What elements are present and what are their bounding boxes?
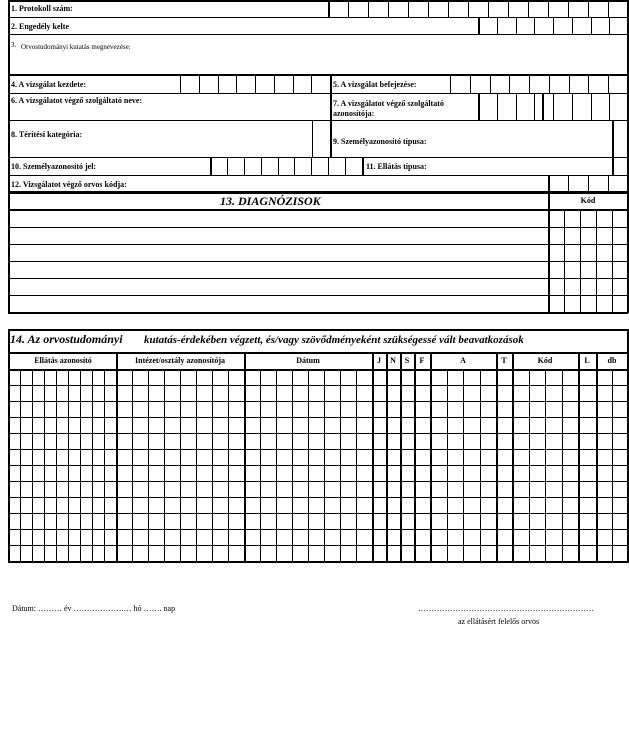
form-rule <box>488 0 489 17</box>
form-rule <box>572 17 573 34</box>
form-rule <box>588 76 589 93</box>
form-rule <box>591 93 592 120</box>
form-rule <box>608 0 609 17</box>
field-care-type-label: 11. Ellátás típusa: <box>366 162 427 171</box>
form-rule <box>330 74 332 93</box>
col-s: S <box>404 356 410 365</box>
form-rule <box>8 295 628 296</box>
procedures-title-number: 14. Az orvostudományi <box>10 332 123 346</box>
form-rule <box>548 0 549 17</box>
form-rule <box>368 0 369 17</box>
form-rule <box>516 17 517 34</box>
form-rule <box>8 449 628 450</box>
form-rule <box>609 17 610 34</box>
form-rule <box>408 0 409 17</box>
form-rule <box>612 120 614 157</box>
form-rule <box>227 157 228 175</box>
form-rule <box>8 401 628 402</box>
col-f: F <box>419 356 425 365</box>
col-j: J <box>377 356 381 365</box>
form-rule <box>430 352 432 562</box>
form-rule <box>549 76 550 93</box>
form-rule <box>116 352 118 562</box>
diagnoses-title: 13. DIAGNÓZISOK <box>220 194 321 208</box>
form-rule <box>596 209 597 312</box>
form-rule <box>294 157 295 175</box>
form-rule <box>612 209 613 312</box>
form-rule <box>578 352 580 562</box>
form-rule <box>8 497 628 498</box>
form-rule <box>274 76 275 93</box>
form-rule <box>8 513 628 514</box>
form-rule <box>564 209 565 312</box>
form-rule <box>414 352 416 562</box>
form-rule <box>596 352 598 562</box>
form-rule <box>470 76 471 93</box>
form-rule <box>278 157 279 175</box>
col-date: Dátum <box>296 356 320 365</box>
form-rule <box>311 157 312 175</box>
form-rule <box>8 369 628 371</box>
form-rule <box>328 0 330 17</box>
form-rule <box>330 93 332 120</box>
form-rule <box>8 175 628 176</box>
form-rule <box>312 120 313 157</box>
form-rule <box>218 76 219 93</box>
form-rule <box>8 0 628 2</box>
form-rule <box>199 76 200 93</box>
form-rule <box>588 175 589 191</box>
form-rule <box>450 76 451 93</box>
form-rule <box>244 157 245 175</box>
form-rule <box>8 312 628 314</box>
form-rule <box>609 93 610 120</box>
form-rule <box>490 76 491 93</box>
procedures-title-text: kutatás-érdekében végzett, és/vagy szövődményeként szükségessé vált beavatkozások <box>144 334 524 346</box>
form-rule <box>8 278 628 279</box>
form-rule <box>508 0 509 17</box>
form-rule <box>534 17 535 34</box>
form-rule <box>362 157 364 175</box>
form-rule <box>8 261 628 262</box>
field-physician-code-label: 12. Vizsgálatot végző orvos kódja: <box>11 180 127 189</box>
form-rule <box>568 175 569 191</box>
form-rule <box>608 175 609 191</box>
footer-date-line: Dátum: ……… év ……………….… hó ……. nap <box>12 604 176 613</box>
form-rule <box>509 76 510 93</box>
form-rule <box>8 227 628 228</box>
form-rule <box>180 76 181 93</box>
form-rule <box>8 329 628 331</box>
form-rule <box>345 157 346 175</box>
col-db: db <box>607 356 617 365</box>
form-rule <box>8 433 628 434</box>
field-personal-id-label: 10. Személyazonosító jel: <box>11 162 97 171</box>
form-rule <box>8 17 628 18</box>
form-rule <box>328 157 329 175</box>
form-rule <box>8 244 628 245</box>
form-rule <box>293 76 294 93</box>
form-rule <box>8 561 628 563</box>
form-rule <box>512 352 514 562</box>
form-rule <box>8 0 10 192</box>
form-rule <box>528 0 529 17</box>
form-rule <box>255 76 256 93</box>
form-rule <box>8 34 628 35</box>
field-protocol-number-label: 1. Protokoll szám: <box>11 4 73 13</box>
field-end-date-label: 5. A vizsgálat befejezése: <box>333 80 417 89</box>
form-rule <box>448 0 449 17</box>
form-rule <box>580 209 581 312</box>
field-start-date-label: 4. A vizsgálat kezdete: <box>11 80 87 89</box>
form-rule <box>568 0 569 17</box>
col-institution-id: Intézet/osztály azonosítója <box>135 356 225 365</box>
col-code: Kód <box>537 356 553 365</box>
form-rule <box>388 0 389 17</box>
form-rule <box>497 93 498 120</box>
form-rule <box>428 0 429 17</box>
col-care-id: Ellátás azonosító <box>34 356 92 365</box>
form-rule <box>591 17 592 34</box>
form-rule <box>8 417 628 418</box>
form-rule <box>8 385 628 386</box>
form-rule <box>210 157 212 175</box>
field-permit-date-label: 2. Engedély kelte <box>11 22 69 31</box>
field-id-type-label: 9. Személyazonosító típusa: <box>333 137 427 146</box>
form-rule <box>330 120 332 157</box>
form-rule <box>612 157 614 175</box>
form-rule <box>553 17 554 34</box>
form-rule <box>468 0 469 17</box>
form-rule <box>478 17 480 34</box>
form-rule <box>542 93 544 120</box>
form-rule <box>348 0 349 17</box>
field-payment-category-label: 8. Térítési kategória: <box>11 130 83 139</box>
form-rule <box>572 93 573 120</box>
field-research-name-label: Orvostudományi kutatás megnevezése: <box>21 43 131 51</box>
form-rule <box>8 352 628 354</box>
field-provider-name-label: 6. A vizsgálatot végző szolgáltató neve: <box>11 96 143 105</box>
form-rule <box>236 76 237 93</box>
form-rule <box>8 529 628 530</box>
form-rule <box>529 76 530 93</box>
form-rule <box>261 157 262 175</box>
form-rule <box>497 17 498 34</box>
footer-signature-dots: ………………………………………………………… <box>418 604 594 613</box>
field-provider-id-label: 7. A vizsgálatot végző szolgáltató azonosítója: <box>333 99 444 118</box>
form-rule <box>8 545 628 546</box>
footer-signature-label: az ellátásért felelős orvos <box>458 617 540 626</box>
form-rule <box>244 352 246 562</box>
form-rule <box>8 157 628 158</box>
form-rule <box>8 481 628 482</box>
col-l: L <box>584 356 590 365</box>
form-rule <box>400 352 402 562</box>
form-rule <box>569 76 570 93</box>
form-rule <box>496 352 498 562</box>
form-rule <box>516 93 517 120</box>
form-rule <box>8 209 628 211</box>
field-research-name-number: 3. <box>11 41 17 49</box>
form-rule <box>386 352 388 562</box>
form-rule <box>311 76 312 93</box>
form-rule <box>8 93 628 94</box>
diagnoses-code-header: Kód <box>580 196 596 205</box>
col-a: A <box>460 356 466 365</box>
form-rule <box>548 175 550 191</box>
col-n: N <box>390 356 396 365</box>
col-t: T <box>501 356 507 365</box>
form-rule <box>372 352 374 562</box>
form-rule <box>8 74 628 76</box>
form-rule <box>8 465 628 466</box>
form-rule <box>534 93 535 120</box>
form-rule <box>8 120 628 121</box>
form-rule <box>553 93 554 120</box>
form-rule <box>588 0 589 17</box>
form-rule <box>608 76 609 93</box>
